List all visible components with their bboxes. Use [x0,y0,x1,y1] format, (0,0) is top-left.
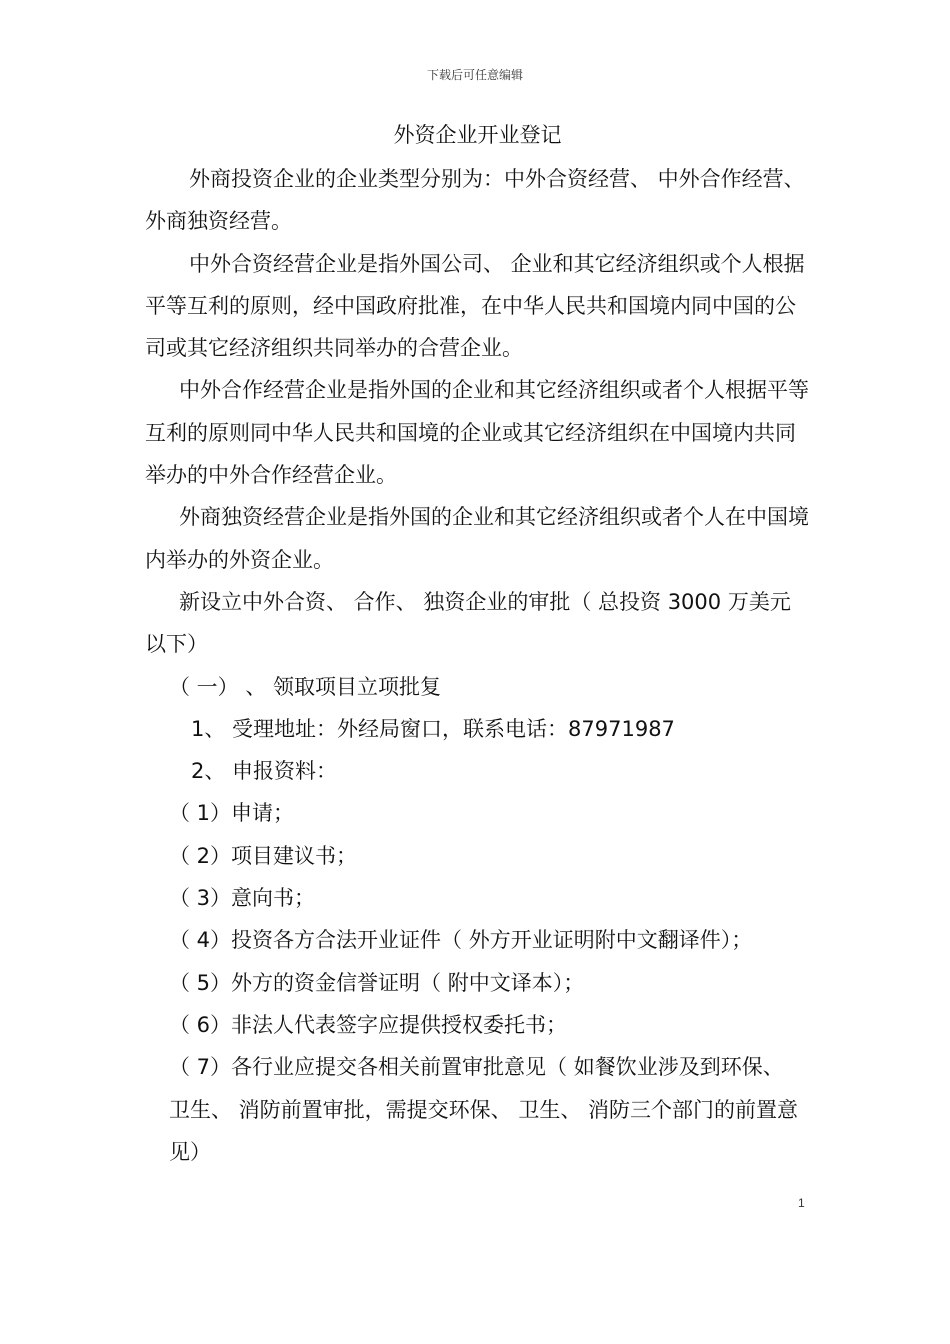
step-address: 1、 受理地址：外经局窗口，联系电话：87971987 [191,716,675,741]
paragraph-approval-scope: 新设立中外合资、 合作、 独资企业的审批（ 总投资 3000 万美元以下） [145,589,791,657]
list-item: （ 5）外方的资金信誉证明（ 附中文译本）； [169,970,585,995]
page-number: 1 [798,1196,805,1210]
paragraph-wholly-foreign-owned: 外商独资经营企业是指外国的企业和其它经济组织或者个人在中国境内举办的外资企业。 [145,505,809,572]
document-title: 外资企业开业登记 [393,123,562,147]
list-item: （ 2）项目建议书； [169,843,358,868]
list-item: （ 6）非法人代表签字应提供授权委托书； [169,1012,568,1037]
paragraph-enterprise-types: 外商投资企业的企业类型分别为：中外合资经营、 中外合作经营、 外商独资经营。 [145,167,805,234]
section-heading-project-approval: （ 一） 、 领取项目立项批复 [169,674,442,699]
list-item: （ 4）投资各方合法开业证件（ 外方开业证明附中文翻译件）； [169,928,753,953]
paragraph-cooperative: 中外合作经营企业是指外国的企业和其它经济组织或者个人根据平等互利的原则同中华人民共和国境的企业或其它经济组织在中国境内共同举办的中外合作经营企业。 [145,378,809,488]
document-body [145,118,810,1173]
list-item: （ 1）申请； [169,801,295,826]
list-item: （ 7）各行业应提交各相关前置审批意见（ 如餐饮业涉及到环保、 卫生、 消防前置审批，需提交环保、 卫生、 消防三个部门的前置意见） [169,1055,799,1164]
paragraph-joint-venture: 中外合资经营企业是指外国公司、 企业和其它经济组织或个人根据平等互利的原则，经中国政府批准，在中华人民共和国境内同中国的公司或其它经济组织共同举办的合营企业。 [145,251,805,361]
list-item: （ 3）意向书； [169,886,316,911]
step-materials: 2、 申报资料： [191,759,338,784]
page-header-note: 下载后可任意编辑 [426,68,523,82]
